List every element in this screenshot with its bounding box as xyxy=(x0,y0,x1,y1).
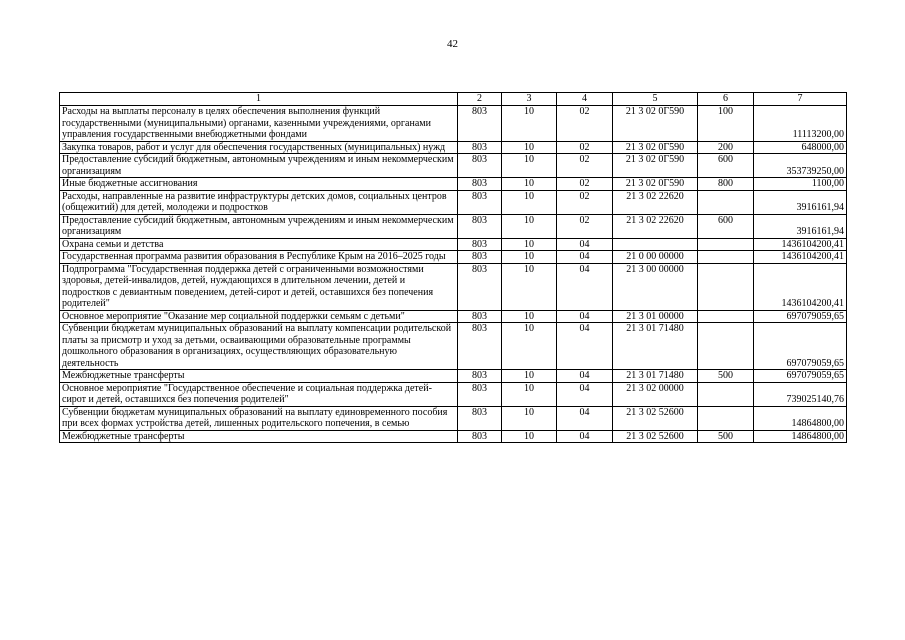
row-name-cell: Межбюджетные трансферты xyxy=(60,370,458,383)
row-code-pr: 04 xyxy=(557,238,613,251)
row-name-cell: Субвенции бюджетам муниципальных образований на выплату компенсации родительской платы за присмотр и уход за детьми, осваивающими образовательные программы дошкольного образования в организациях, осуществляющих образовательную деятельность xyxy=(60,323,458,370)
row-code-pr: 02 xyxy=(557,178,613,191)
budget-table xyxy=(59,92,847,443)
row-amount: 3916161,94 xyxy=(754,190,847,214)
row-code-vr xyxy=(698,190,754,214)
row-code-rz: 10 xyxy=(502,178,557,191)
table-row xyxy=(60,382,847,406)
row-amount: 11113200,00 xyxy=(754,106,847,142)
table-row xyxy=(60,370,847,383)
row-code-rz: 10 xyxy=(502,310,557,323)
column-header-5: 5 xyxy=(613,93,698,106)
page-number: 42 xyxy=(447,38,458,50)
row-code-gr: 803 xyxy=(458,141,502,154)
row-amount: 739025140,76 xyxy=(754,382,847,406)
row-code-gr: 803 xyxy=(458,310,502,323)
row-code-csr: 21 3 01 00000 xyxy=(613,310,698,323)
row-amount: 697079059,65 xyxy=(754,310,847,323)
column-header-4: 4 xyxy=(557,93,613,106)
row-code-rz: 10 xyxy=(502,154,557,178)
table-row xyxy=(60,106,847,142)
column-header-6: 6 xyxy=(698,93,754,106)
table-row xyxy=(60,178,847,191)
row-code-gr: 803 xyxy=(458,178,502,191)
row-name-cell: Закупка товаров, работ и услуг для обеспечения государственных (муниципальных) нужд xyxy=(60,141,458,154)
row-code-vr: 100 xyxy=(698,106,754,142)
column-header-2: 2 xyxy=(458,93,502,106)
row-name-cell: Государственная программа развития образования в Республике Крым на 2016–2025 годы xyxy=(60,251,458,264)
row-amount: 14864800,00 xyxy=(754,430,847,443)
row-amount: 1436104200,41 xyxy=(754,251,847,264)
row-code-csr: 21 3 01 71480 xyxy=(613,370,698,383)
row-code-pr: 04 xyxy=(557,251,613,264)
table-row xyxy=(60,406,847,430)
column-header-7: 7 xyxy=(754,93,847,106)
row-code-gr: 803 xyxy=(458,190,502,214)
table-row xyxy=(60,310,847,323)
row-code-rz: 10 xyxy=(502,214,557,238)
row-code-csr: 21 3 02 00000 xyxy=(613,382,698,406)
row-code-gr: 803 xyxy=(458,382,502,406)
row-code-pr: 02 xyxy=(557,190,613,214)
row-code-csr: 21 3 02 0Г590 xyxy=(613,178,698,191)
row-amount: 697079059,65 xyxy=(754,323,847,370)
row-code-vr xyxy=(698,238,754,251)
row-code-csr: 21 3 00 00000 xyxy=(613,263,698,310)
row-code-pr: 04 xyxy=(557,310,613,323)
row-code-gr: 803 xyxy=(458,154,502,178)
table-row xyxy=(60,154,847,178)
row-code-vr xyxy=(698,323,754,370)
row-name-cell: Расходы, направленные на развитие инфраструктуры детских домов, социальных центров (общежитий) для детей, молодежи и подростков xyxy=(60,190,458,214)
row-code-rz: 10 xyxy=(502,238,557,251)
table-row xyxy=(60,238,847,251)
row-code-vr: 200 xyxy=(698,141,754,154)
row-name-cell: Основное мероприятие "Государственное обеспечение и социальная поддержка детей-сирот и детей, оставшихся без попечения родителей" xyxy=(60,382,458,406)
row-code-csr xyxy=(613,238,698,251)
row-code-vr xyxy=(698,263,754,310)
row-code-csr: 21 3 02 0Г590 xyxy=(613,154,698,178)
row-code-vr xyxy=(698,382,754,406)
row-code-vr: 600 xyxy=(698,214,754,238)
row-code-csr: 21 3 02 0Г590 xyxy=(613,141,698,154)
row-code-rz: 10 xyxy=(502,323,557,370)
row-name-cell: Предоставление субсидий бюджетным, автономным учреждениям и иным некоммерческим организациям xyxy=(60,214,458,238)
row-code-rz: 10 xyxy=(502,263,557,310)
row-code-gr: 803 xyxy=(458,370,502,383)
row-amount: 353739250,00 xyxy=(754,154,847,178)
table-body xyxy=(60,93,847,443)
row-code-pr: 04 xyxy=(557,406,613,430)
row-name-cell: Иные бюджетные ассигнования xyxy=(60,178,458,191)
row-code-gr: 803 xyxy=(458,238,502,251)
row-code-csr: 21 3 02 52600 xyxy=(613,430,698,443)
row-name-cell: Субвенции бюджетам муниципальных образований на выплату единовременного пособия при всех формах устройства детей, лишенных родительского попечения, в семью xyxy=(60,406,458,430)
row-code-vr xyxy=(698,406,754,430)
table-row xyxy=(60,141,847,154)
row-code-csr: 21 3 01 71480 xyxy=(613,323,698,370)
row-code-rz: 10 xyxy=(502,370,557,383)
row-name-cell: Межбюджетные трансферты xyxy=(60,430,458,443)
row-code-csr: 21 3 02 52600 xyxy=(613,406,698,430)
row-code-rz: 10 xyxy=(502,251,557,264)
row-code-pr: 02 xyxy=(557,106,613,142)
table-row xyxy=(60,190,847,214)
row-code-vr: 800 xyxy=(698,178,754,191)
row-amount: 1436104200,41 xyxy=(754,263,847,310)
row-code-pr: 02 xyxy=(557,154,613,178)
row-code-csr: 21 0 00 00000 xyxy=(613,251,698,264)
row-name-cell: Предоставление субсидий бюджетным, автономным учреждениям и иным некоммерческим организациям xyxy=(60,154,458,178)
row-code-csr: 21 3 02 0Г590 xyxy=(613,106,698,142)
row-code-csr: 21 3 02 22620 xyxy=(613,190,698,214)
row-amount: 1100,00 xyxy=(754,178,847,191)
row-code-vr xyxy=(698,251,754,264)
row-code-vr: 500 xyxy=(698,370,754,383)
row-code-pr: 02 xyxy=(557,141,613,154)
row-code-pr: 04 xyxy=(557,323,613,370)
row-code-pr: 02 xyxy=(557,214,613,238)
table-row xyxy=(60,323,847,370)
row-code-pr: 04 xyxy=(557,263,613,310)
table-row xyxy=(60,251,847,264)
row-amount: 14864800,00 xyxy=(754,406,847,430)
table-row xyxy=(60,263,847,310)
table-row xyxy=(60,430,847,443)
header-row xyxy=(60,93,847,106)
row-code-rz: 10 xyxy=(502,406,557,430)
row-code-vr: 500 xyxy=(698,430,754,443)
row-code-rz: 10 xyxy=(502,430,557,443)
row-code-gr: 803 xyxy=(458,406,502,430)
row-code-gr: 803 xyxy=(458,106,502,142)
row-code-pr: 04 xyxy=(557,430,613,443)
row-code-rz: 10 xyxy=(502,190,557,214)
row-code-gr: 803 xyxy=(458,430,502,443)
row-name-cell: Подпрограмма "Государственная поддержка детей с ограниченными возможностями здоровья, детей-инвалидов, детей, нуждающихся в длительном лечении, детей и подростков с девиантным поведением, детей-сирот и детей, оставшихся без попечения родителей" xyxy=(60,263,458,310)
row-name-cell: Основное мероприятие "Оказание мер социальной поддержки семьям с детьми" xyxy=(60,310,458,323)
row-code-pr: 04 xyxy=(557,382,613,406)
row-code-rz: 10 xyxy=(502,141,557,154)
column-header-1: 1 xyxy=(60,93,458,106)
row-code-rz: 10 xyxy=(502,382,557,406)
row-code-pr: 04 xyxy=(557,370,613,383)
row-code-csr: 21 3 02 22620 xyxy=(613,214,698,238)
row-code-gr: 803 xyxy=(458,214,502,238)
column-header-3: 3 xyxy=(502,93,557,106)
row-amount: 1436104200,41 xyxy=(754,238,847,251)
row-name-cell: Расходы на выплаты персоналу в целях обеспечения выполнения функций государственными (муниципальными) органами, казенными учреждениями, органами управления государственными внебюджетными фондами xyxy=(60,106,458,142)
row-amount: 697079059,65 xyxy=(754,370,847,383)
row-code-rz: 10 xyxy=(502,106,557,142)
row-code-gr: 803 xyxy=(458,263,502,310)
row-code-vr: 600 xyxy=(698,154,754,178)
row-code-gr: 803 xyxy=(458,251,502,264)
row-name-cell: Охрана семьи и детства xyxy=(60,238,458,251)
row-amount: 648000,00 xyxy=(754,141,847,154)
table-row xyxy=(60,214,847,238)
row-amount: 3916161,94 xyxy=(754,214,847,238)
row-code-vr xyxy=(698,310,754,323)
row-code-gr: 803 xyxy=(458,323,502,370)
